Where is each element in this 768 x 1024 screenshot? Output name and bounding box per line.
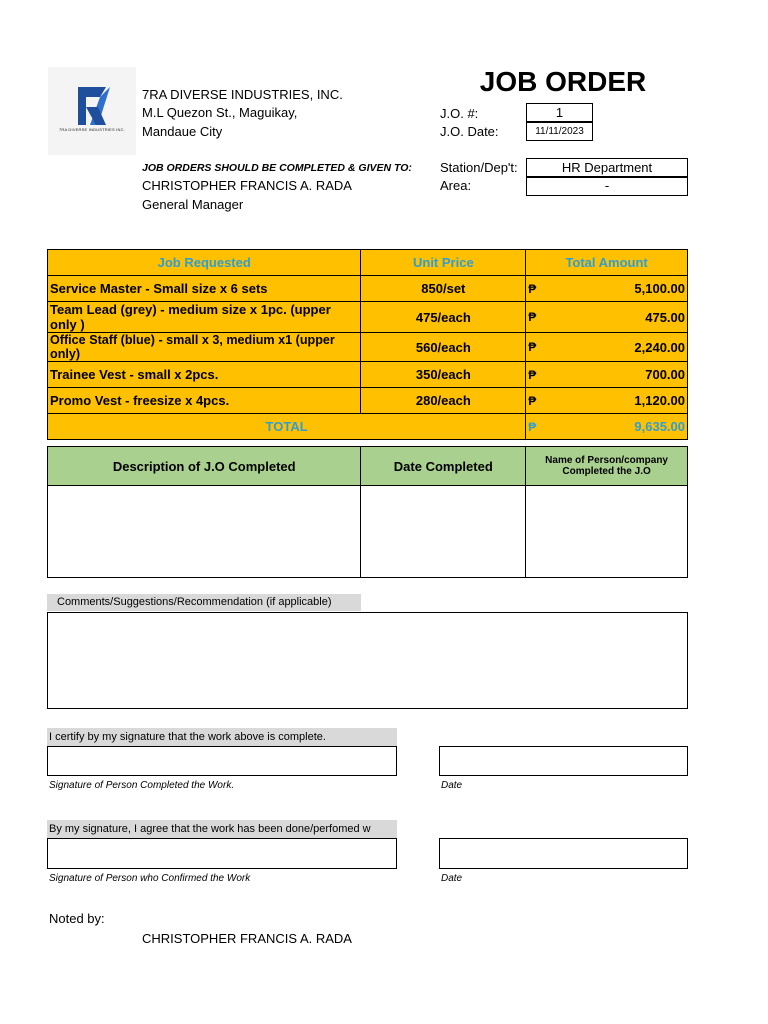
comments-label: Comments/Suggestions/Recommendation (if applicable): [47, 594, 361, 611]
noted-by-name: CHRISTOPHER FRANCIS A. RADA: [142, 931, 352, 946]
confirm-signature-field[interactable]: [47, 838, 397, 869]
total-row: [48, 414, 688, 440]
table-row: [48, 302, 688, 333]
person-entry-cell[interactable]: [526, 486, 688, 578]
col-unit-price: Unit Price: [361, 250, 526, 276]
table-row: [48, 276, 688, 302]
confirm-date-caption: Date: [441, 873, 463, 884]
amount-value: 1,120.00: [634, 393, 685, 408]
peso-sign: ₱: [528, 310, 537, 324]
jo-date-field[interactable]: 11/11/2023: [526, 122, 593, 141]
station-field[interactable]: HR Department: [526, 158, 688, 177]
assignee-position: General Manager: [142, 197, 244, 212]
completion-table-header: [48, 447, 688, 486]
col-date-completed: Date Completed: [361, 447, 526, 486]
jo-number-label: J.O. #:: [440, 106, 479, 121]
col-job-requested: Job Requested: [48, 250, 361, 276]
amount-value: 2,240.00: [634, 339, 685, 355]
company-address-line2: Mandaue City: [142, 124, 223, 139]
amount-value: 475.00: [645, 309, 685, 325]
certify-date-field[interactable]: [439, 746, 688, 776]
date-entry-cell[interactable]: [361, 486, 526, 578]
company-logo: [48, 67, 136, 155]
completion-table: [47, 446, 688, 578]
table-row: [48, 388, 688, 414]
area-label: Area:: [440, 178, 472, 193]
amount-value: 5,100.00: [634, 281, 685, 296]
comments-field[interactable]: [47, 612, 688, 709]
certify-signature-field[interactable]: [47, 746, 397, 776]
amount-cell: [526, 388, 688, 414]
amount-cell: [526, 302, 688, 333]
job-cell: Office Staff (blue) - small x 3, medium x1 (upper only): [48, 333, 361, 362]
7ra-logo-icon: [48, 67, 136, 155]
price-cell: 350/each: [361, 362, 526, 388]
jo-date-label: J.O. Date:: [440, 124, 499, 139]
certify-date-caption: Date: [441, 780, 463, 791]
amount-cell: [526, 362, 688, 388]
total-amount-cell: [526, 414, 688, 440]
amount-cell: [526, 333, 688, 362]
peso-sign: ₱: [528, 367, 537, 382]
logo-caption: 7RA DIVERSE INDUSTRIES INC.: [58, 127, 126, 132]
total-amount-value: 9,635.00: [634, 419, 685, 434]
table-row: [48, 362, 688, 388]
total-label: TOTAL: [48, 414, 526, 440]
price-cell: 560/each: [361, 333, 526, 362]
assignee-name: CHRISTOPHER FRANCIS A. RADA: [142, 178, 352, 193]
assignee-notice: JOB ORDERS SHOULD BE COMPLETED & GIVEN TO:: [142, 162, 412, 174]
certify-signature-caption: Signature of Person Completed the Work.: [49, 780, 235, 791]
noted-by-label: Noted by:: [49, 911, 105, 926]
peso-sign: ₱: [528, 419, 537, 434]
table-row: [48, 333, 688, 362]
peso-sign: ₱: [528, 281, 537, 296]
job-cell: Team Lead (grey) - medium size x 1pc. (upper only ): [48, 302, 361, 333]
company-address-line1: M.L Quezon St., Maguikay,: [142, 105, 298, 120]
page-title: JOB ORDER: [479, 66, 647, 97]
station-label: Station/Dep't:: [440, 160, 518, 175]
jo-number-field[interactable]: 1: [526, 103, 593, 122]
job-cell: Trainee Vest - small x 2pcs.: [48, 362, 361, 388]
job-table-header: [48, 250, 688, 276]
confirm-statement: By my signature, I agree that the work has been done/perfomed w: [47, 820, 397, 838]
col-person-completed: Name of Person/company Completed the J.O: [526, 447, 688, 486]
area-field[interactable]: -: [526, 177, 688, 196]
job-cell: Service Master - Small size x 6 sets: [48, 276, 361, 302]
completion-entry-row: [48, 486, 688, 578]
confirm-date-field[interactable]: [439, 838, 688, 869]
description-entry-cell[interactable]: [48, 486, 361, 578]
col-total-amount: Total Amount: [526, 250, 688, 276]
peso-sign: ₱: [528, 340, 537, 354]
confirm-signature-caption: Signature of Person who Confirmed the Work: [49, 873, 251, 884]
price-cell: 850/set: [361, 276, 526, 302]
job-cell: Promo Vest - freesize x 4pcs.: [48, 388, 361, 414]
peso-sign: ₱: [528, 393, 537, 408]
price-cell: 280/each: [361, 388, 526, 414]
col-description: Description of J.O Completed: [48, 447, 361, 486]
amount-cell: [526, 276, 688, 302]
certify-statement: I certify by my signature that the work above is complete.: [47, 728, 397, 746]
price-cell: 475/each: [361, 302, 526, 333]
amount-value: 700.00: [645, 367, 685, 382]
job-requested-table: [47, 249, 688, 440]
company-name: 7RA DIVERSE INDUSTRIES, INC.: [142, 87, 343, 102]
